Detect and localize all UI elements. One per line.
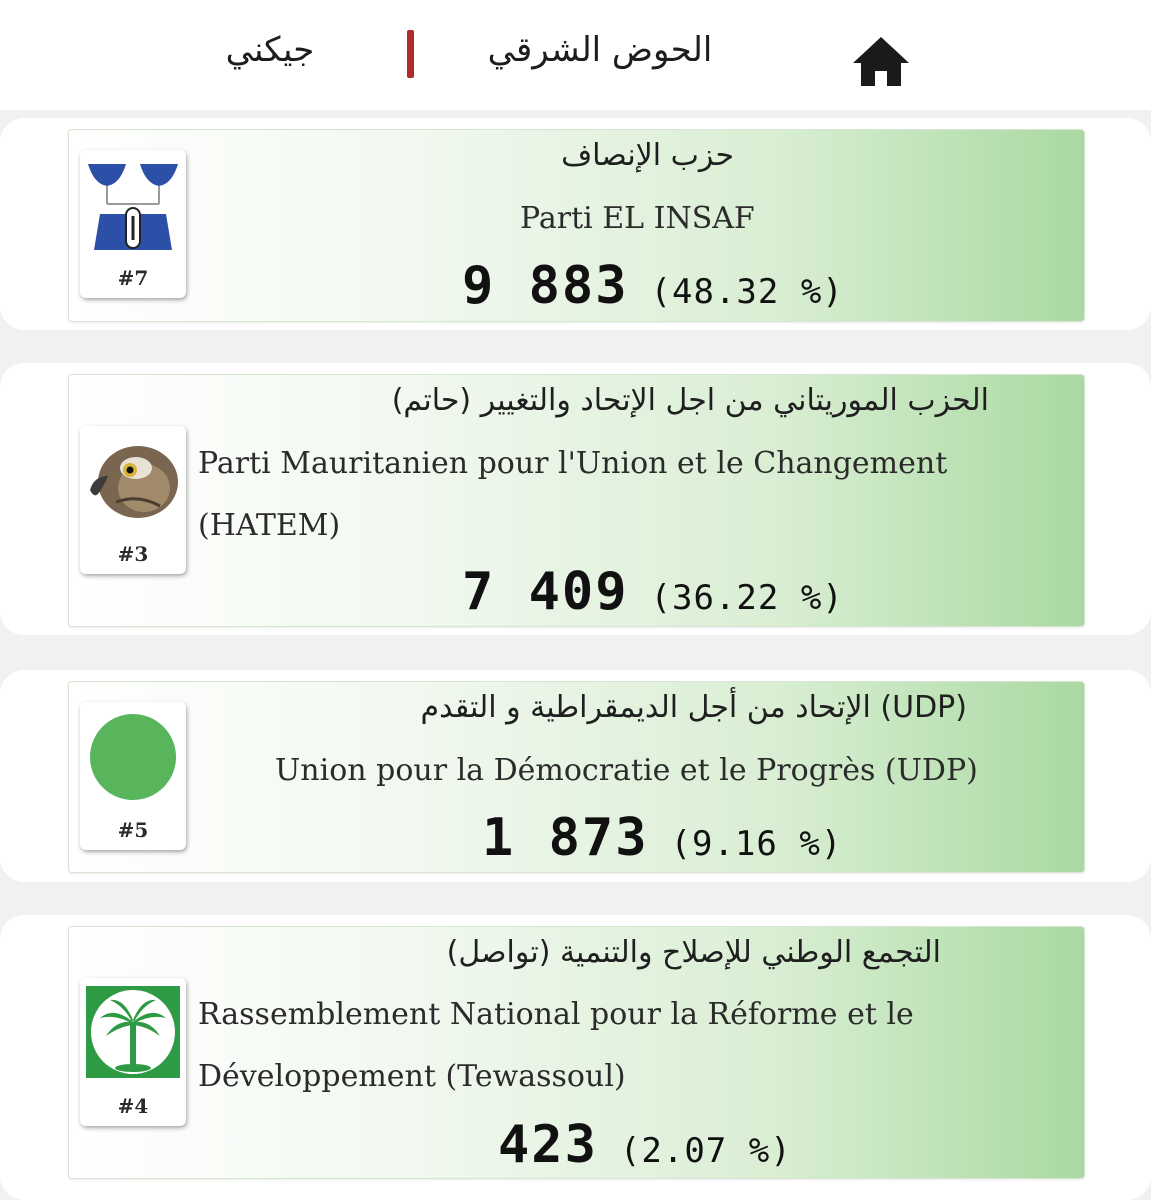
vote-percent: (36.22 %): [650, 578, 844, 618]
green-circle-icon: [86, 708, 180, 802]
party-number: #5: [117, 818, 149, 842]
home-button[interactable]: [850, 34, 912, 90]
party-name-fr: Parti Mauritanien pour l'Union et le Changement (HATEM): [198, 446, 948, 543]
party-number: #7: [117, 266, 149, 290]
party-name-fr: Union pour la Démocratie et le Progrès (UDP): [275, 753, 978, 788]
header-bar: [0, 0, 1151, 110]
region-title: الحوض الشرقي: [487, 30, 713, 70]
vote-row: [498, 1115, 792, 1175]
vote-percent: (9.16 %): [670, 824, 843, 864]
party-name-fr: Parti EL INSAF: [520, 201, 755, 236]
vote-row: [462, 256, 844, 316]
falcon-icon: [86, 432, 180, 526]
scales-icon: [86, 156, 180, 250]
vote-count: 9 883: [462, 256, 629, 316]
palm-tree-icon: [86, 984, 180, 1078]
party-name-ar: حزب الإنصاف: [561, 138, 734, 173]
party-number: #4: [117, 1094, 149, 1118]
vote-row: [482, 808, 842, 868]
party-name-ar: الحزب الموريتاني من اجل الإتحاد والتغيير (حاتم): [391, 383, 989, 418]
commune-title: جيكني: [225, 30, 315, 70]
vote-percent: (2.07 %): [619, 1131, 792, 1171]
home-icon: [850, 34, 912, 90]
vote-count: 423: [498, 1115, 598, 1175]
vote-count: 1 873: [482, 808, 649, 868]
header-divider: [407, 30, 414, 78]
vote-count: 7 409: [462, 562, 629, 622]
party-logo-hatem: [80, 426, 186, 574]
party-logo-tewassoul: [80, 978, 186, 1126]
vote-row: [462, 562, 844, 622]
party-logo-udp: [80, 702, 186, 850]
party-name-ar: التجمع الوطني للإصلاح والتنمية (تواصل): [446, 935, 941, 970]
party-logo-insaf: [80, 150, 186, 298]
party-number: #3: [117, 542, 149, 566]
party-name-fr: Rassemblement National pour la Réforme et le Développement (Tewassoul): [198, 997, 914, 1094]
vote-percent: (48.32 %): [650, 272, 844, 312]
party-name-ar: (UDP) الإتحاد من أجل الديمقراطية و التقدم: [420, 690, 967, 725]
